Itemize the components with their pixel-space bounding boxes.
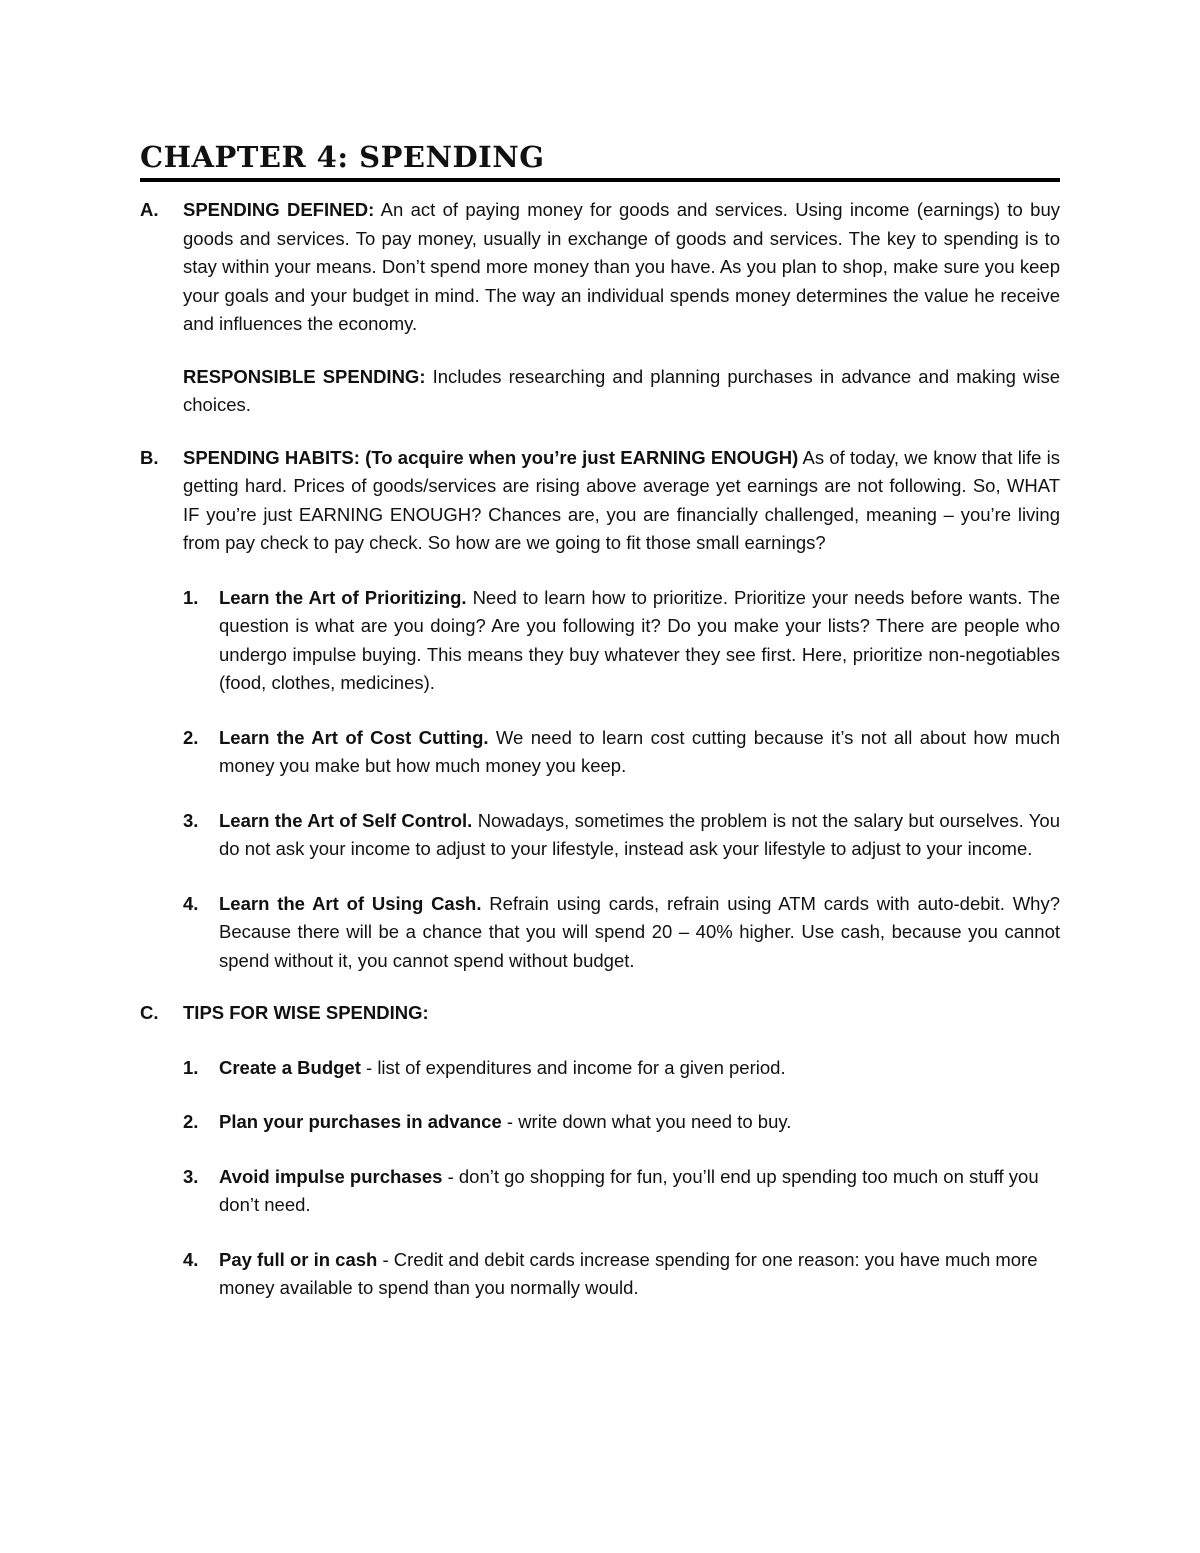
item-title: Learn the Art of Using Cash. xyxy=(219,892,482,914)
item-number: 2. xyxy=(183,726,199,748)
item-text: Nowadays, sometimes the problem is not the salary but ourselves. You do not ask your income to adjust to your lifestyle, instead ask your lifestyle to adjust to your income. xyxy=(219,809,1061,859)
item-text: - Credit and debit cards increase spending for one reason: you have much more money available to spend than you normally would. xyxy=(219,1248,1038,1298)
spending-defined-paragraph xyxy=(183,196,1060,339)
item-title: Learn the Art of Prioritizing. xyxy=(219,586,467,608)
section-heading: SPENDING DEFINED: xyxy=(183,199,375,220)
sub-heading: RESPONSIBLE SPENDING: xyxy=(183,365,426,387)
item-title: Learn the Art of Self Control. xyxy=(219,809,473,831)
item-title: Learn the Art of Cost Cutting. xyxy=(219,726,489,748)
list-item xyxy=(183,890,1060,976)
tips-list xyxy=(183,1054,1060,1303)
item-title: Create a Budget xyxy=(219,1056,361,1078)
item-text: - write down what you need to buy. xyxy=(501,1111,792,1132)
section-heading: SPENDING HABITS: (To acquire when you’re just EARNING ENOUGH) xyxy=(183,446,799,468)
item-title: Pay full or in cash xyxy=(219,1248,378,1270)
item-number: 3. xyxy=(183,809,199,831)
item-text: Need to learn how to prioritize. Prioritize your needs before wants. The question is what are you doing? Are you following it? Do you make your lists? There are people who undergo impulse buying. This means they buy whatever they see first. Here, prioritize non-negotiables (food, clothes, medicines). xyxy=(219,586,1060,693)
item-text: We need to learn cost cutting because it’s not all about how much money you make but how much money you keep. xyxy=(219,726,1060,776)
section-spending-habits xyxy=(140,444,1060,976)
section-text: An act of paying money for goods and services. Using income (earnings) to buy goods and services. To pay money, usually in exchange of goods and services. The key to spending is to stay within your means. Don’t spend more money than you have. As you plan to shop, make sure you keep your goals and your budget in mind. The way an individual spends money determines the value he receive and influences the economy. xyxy=(183,199,1060,334)
item-number: 1. xyxy=(183,586,199,608)
spending-habits-paragraph xyxy=(183,444,1060,558)
section-letter: C. xyxy=(140,1002,159,1023)
title-underline xyxy=(140,178,1060,182)
list-item xyxy=(183,1054,1060,1083)
section-letter: A. xyxy=(140,199,159,220)
list-item xyxy=(183,584,1060,698)
section-spending-defined xyxy=(140,196,1060,420)
sub-text: Includes researching and planning purchases in advance and making wise choices. xyxy=(183,365,1061,415)
item-number: 4. xyxy=(183,1248,199,1270)
list-item xyxy=(183,724,1060,781)
item-number: 3. xyxy=(183,1165,199,1187)
item-number: 1. xyxy=(183,1056,199,1078)
list-item xyxy=(183,1163,1060,1220)
tips-heading-paragraph xyxy=(183,999,1060,1028)
item-text: Refrain using cards, refrain using ATM cards with auto-debit. Why? Because there will be a chance that you will spend 20 – 40% higher. Use cash, because you cannot spend without it, you cannot spend without budget. xyxy=(219,892,1061,971)
item-text: - list of expenditures and income for a given period. xyxy=(360,1056,786,1078)
item-number: 2. xyxy=(183,1111,199,1132)
item-number: 4. xyxy=(183,892,199,914)
section-tips-wise-spending xyxy=(140,999,1060,1303)
section-letter: B. xyxy=(140,446,159,468)
list-item xyxy=(183,1108,1060,1137)
responsible-spending-paragraph xyxy=(183,363,1060,420)
section-text: As of today, we know that life is getting hard. Prices of goods/services are rising above average yet earnings are not following. So, WHAT IF you’re just EARNING ENOUGH? Chances are, you are financially challenged, meaning – you’re living from pay check to pay check. So how are we going to fit those small earnings? xyxy=(183,446,1061,553)
item-text: - don’t go shopping for fun, you’ll end up spending too much on stuff you don’t need. xyxy=(219,1165,1039,1215)
list-item xyxy=(183,807,1060,864)
section-heading: TIPS FOR WISE SPENDING: xyxy=(183,1002,429,1023)
document-page xyxy=(140,138,1060,1327)
item-title: Plan your purchases in advance xyxy=(219,1111,502,1132)
item-title: Avoid impulse purchases xyxy=(219,1165,443,1187)
list-item xyxy=(183,1246,1060,1303)
spending-habits-list xyxy=(183,584,1060,976)
chapter-title: CHAPTER 4: SPENDING xyxy=(140,140,545,174)
